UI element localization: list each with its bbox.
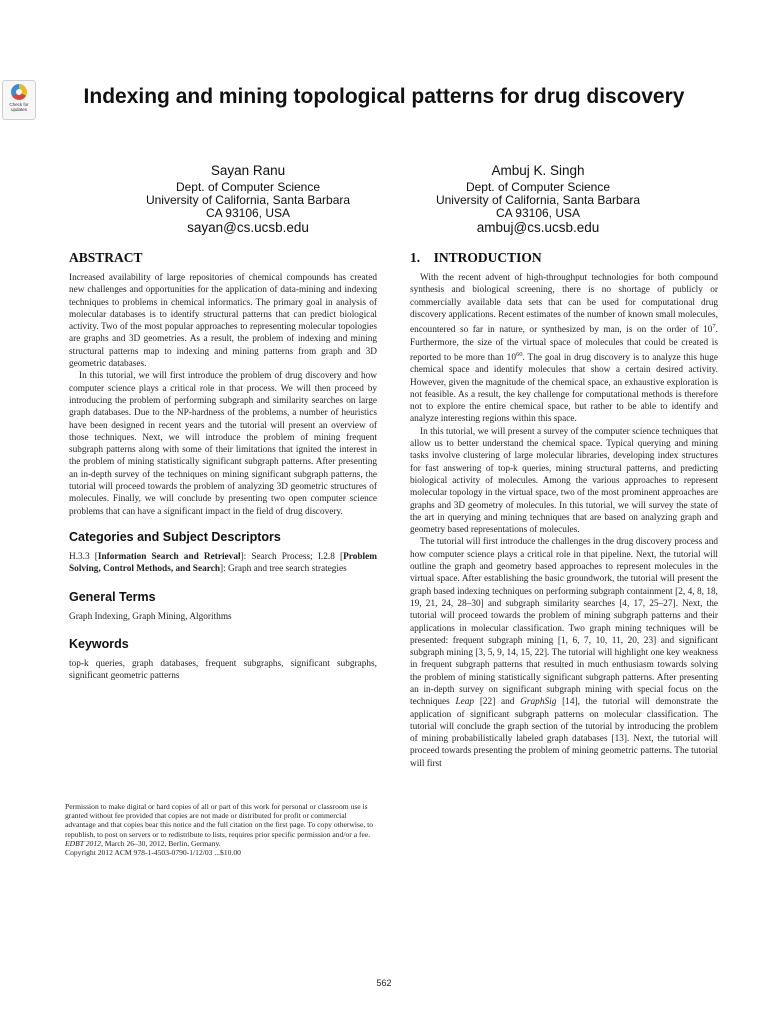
copyright-line: Copyright 2012 ACM 978-1-4503-0790-1/12/03 ...$10.00 — [65, 848, 241, 858]
author-univ: University of California, Santa Barbara — [145, 193, 351, 207]
general-terms-section — [69, 590, 377, 623]
general-terms-heading: General Terms — [69, 589, 156, 604]
check-for-updates-label: Check for updates — [9, 102, 29, 112]
introduction-paragraph-3: The tutorial will first introduce the challenges in the drug discovery process and how computer science plays a critical role in that pipeline. Next, the tutorial will outline the graph and geometry based approaches to represent molecules in the virtual space. After establishing the basic groundwork, the tutorial will present the graph based indexing techniques on performing subgraph containment [2, 4, 8, 18, 19, 21, 24, 28–30] and subgraph similarity searches [4, 17, 25–27]. Next, the tutorial will proceed towards the problem of mining subgraph patterns and their applications in molecular classification. Two graph mining techniques will be presented: frequent subgraph mining [1, 6, 7, 10, 11, 20, 23] and significant subgraph mining [3, 5, 9, 14, 15, 22]. The tutorial will highlight one key weakness in frequent subgraph patterns that resulted in much enthusiasm towards solving the problem of mining statistically significant subgraph patterns. After presenting an in-depth survey on significant subgraph mining with special focus on the techniques Leap [22] and GraphSig [14], the tutorial will demonstrate the application of significant subgraph patterns on molecular classification. The tutorial will conclude the graph section of the tutorial by introducing the problem of mining probabilistically labeled graph databases [13]. Next, the tutorial will proceed towards presenting the problem of mining geometric patterns. The tutorial will first — [410, 537, 718, 769]
permission-block — [65, 802, 375, 857]
page-number: 562 — [376, 978, 392, 988]
abstract-section — [69, 250, 377, 518]
abstract-paragraph-1: Increased availability of large repositories of chemical compounds has created new challenges and opportunities for the application of data-mining and indexing techniques to problems in chemical informatics. The primary goal in analysis of molecular databases is to identify structural patterns that can predict biological activity. Two of the most popular approaches to representing molecular topologies are graphs and 3D geometries. As a result, the problem of indexing and mining structural patterns map to indexing and mining patterns from graph and 3D geometric databases. — [69, 273, 377, 370]
author-block-2 — [388, 162, 688, 236]
keywords-section — [69, 637, 377, 683]
author-address: CA 93106, USA — [205, 206, 291, 220]
check-for-updates-icon — [11, 84, 27, 100]
venue-line: EDBT 2012, March 26–30, 2012, Berlin, Germany. — [65, 838, 221, 848]
left-column — [69, 250, 377, 682]
author-name: Ambuj K. Singh — [491, 163, 585, 178]
right-column — [410, 250, 718, 770]
author-name: Sayan Ranu — [210, 163, 286, 178]
paper-title: Indexing and mining topological patterns for drug discovery — [83, 85, 685, 108]
keywords-text: top-k queries, graph databases, frequent subgraphs, significant subgraphs, significant geometric patterns — [69, 658, 377, 682]
introduction-paragraph-2: In this tutorial, we will present a survey of the computer science techniques that allow us to better understand the chemical space. Typical querying and mining tasks involve clustering of large molecular libraries, developing index structures for fast answering of top-k queries, mining structural patterns, and predicting biological activity of molecules. Among the various approaches to represent molecular topology in the virtual space, two of the most prominent approaches are graphs and 3D geometry of molecules. In this tutorial, we will survey the state of the art in querying and mining techniques that are based on analyzing graph and geometry based representations of molecules. — [410, 426, 718, 536]
author-address: CA 93106, USA — [495, 206, 581, 220]
author-email: sayan@cs.ucsb.edu — [187, 220, 309, 235]
author-dept: Dept. of Computer Science — [465, 180, 611, 194]
categories-heading: Categories and Subject Descriptors — [69, 529, 281, 544]
general-terms-text: Graph Indexing, Graph Mining, Algorithms — [69, 611, 232, 622]
keywords-heading: Keywords — [69, 636, 129, 651]
author-univ: University of California, Santa Barbara — [435, 193, 641, 207]
check-for-updates-badge[interactable] — [2, 80, 36, 120]
abstract-paragraph-2: In this tutorial, we will first introduce the problem of drug discovery and how computer science plays a critical role in that process. We will then proceed by introducing the problem of performing subgraph and similarity searches on large graph databases. Due to the NP-hardness of the problems, a number of heuristics have been designed in recent years and the tutorial will present an overview of those techniques. Next, we will introduce the problem of mining frequent subgraph patterns along with some of their limitations that ignited the interest in the problem of mining statistically significant subgraph patterns. After presenting an in-depth survey of the techniques on mining significant subgraph patterns, the tutorial will proceed towards the problem of analyzing 3D geometric structures of molecules. Finally, we will conclude by presenting two open computer science problems that can have a significant impact in the field of drug discovery. — [69, 371, 377, 517]
permission-text: Permission to make digital or hard copies of all or part of this work for personal or classroom use is granted without fee provided that copies are not made or distributed for profit or commercial advantage and that copies bear this notice and the full citation on the first page. To copy otherwise, to republish, to post on servers or to redistribute to lists, requires prior specific permission and/or a fee. — [65, 802, 374, 839]
categories-section — [69, 530, 377, 576]
introduction-paragraph-1: With the recent advent of high-throughput technologies for both compound synthesis and biological screening, there is no shortage of publicly or commercially available data sets that can be used for computational drug discovery applications. Recent estimates of the number of known small molecules, encountered so far in nature, or synthesized by man, is on the order of $10^7$. Furthermore, the size of the virtual space of molecules that could be created is reported to be more than $10^{60}$. The goal in drug discovery is to analyze this huge chemical space and identify molecules that show a certain desired activity. However, given the magnitude of the chemical space, an exhaustive exploration is not feasible. As a result, the key challenge for computational methods is therefore not to explore the entire chemical space, but rather to be able to identify and analyze interesting regions within this space. — [410, 273, 718, 425]
author-block-1 — [98, 162, 398, 236]
author-dept: Dept. of Computer Science — [175, 180, 321, 194]
categories-text: H.3.3 [Information Search and Retrieval]: Search Process; I.2.8 [Problem Solving, Control Methods, and Search]: Graph and tree search strategies — [69, 551, 377, 575]
author-email: ambuj@cs.ucsb.edu — [476, 220, 600, 235]
introduction-heading: 1. INTRODUCTION — [410, 250, 542, 265]
abstract-heading: ABSTRACT — [69, 250, 143, 265]
